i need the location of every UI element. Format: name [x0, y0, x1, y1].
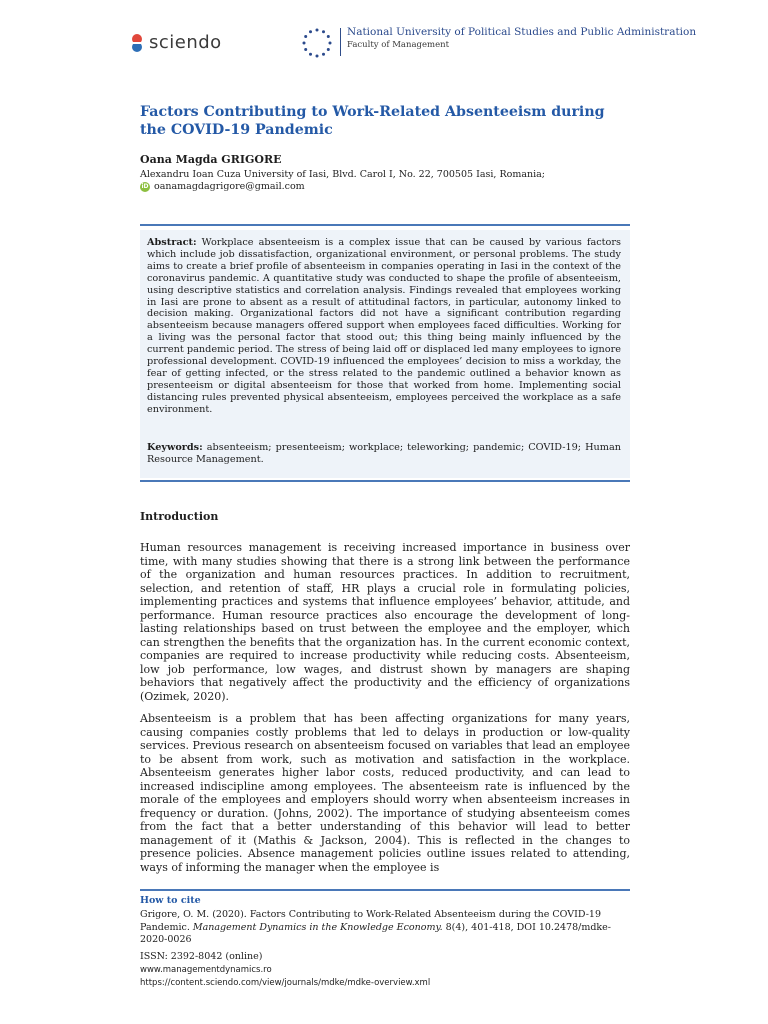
abstract	[147, 237, 621, 416]
sciendo-wordmark: sciendo	[149, 32, 222, 53]
orcid-icon[interactable]: iD	[141, 182, 149, 190]
page-header	[0, 24, 768, 64]
introduction-paragraph-2: Absenteeism is a problem that has been affecting organizations for many years, causing companies costly problems that led to delays in production or low-quality services. Previous research on absenteeism focused on variables that lead an employee to be absent from work, such as motivation and satisfaction in the workplace. Absenteeism generates higher labor costs, reduced productivity, and can lead to increased indiscipline among employees. The absenteeism rate is influenced by the morale of the employees and employers should worry when absenteeism increases in frequency or duration. (Johns, 2002). The importance of studying absenteeism comes from the fact that a better understanding of this behavior will lead to better management of it (Mathis & Jackson, 2004). This is reflected in the changes to presence policies. Absence management policies outline issues related to attending, ways of informing the manager when the employee is	[140, 712, 630, 874]
introduction-paragraph-1: Human resources management is receiving increased importance in business over time, with many studies showing that there is a strong link between the performance of the organization and human resources practices. In addition to recruitment, selection, and retention of staff, HR plays a crucial role in formulating policies, implementing practices and systems that influence employees’ behavior, attitude, and performance. Human resource practices also encourage the development of long-lasting relationships based on trust between the employee and the employer, which can strengthen the benefits that the organization has. In the current economic context, companies are required to increase productivity while reducing costs. Absenteeism, low job performance, low wages, and distrust shown by managers are shaping behaviors that negatively affect the productivity and the efficiency of organizations (Ozimek, 2020).	[140, 541, 630, 703]
citation-volume-doi: 8(4), 401-418, DOI 10.2478/mdke-2020-0026	[140, 921, 612, 945]
sciendo-logo-icon	[130, 33, 144, 53]
sciendo-logo[interactable]	[130, 32, 222, 53]
university-name: National University of Political Studies and Public Administration	[347, 26, 697, 38]
author-email-row	[140, 181, 305, 192]
journal-website-link[interactable]: www.managementdynamics.ro	[140, 965, 272, 975]
faculty-name: Faculty of Management	[347, 40, 449, 50]
author-email[interactable]: oanamagdagrigore@gmail.com	[154, 181, 305, 192]
author-affiliation: Alexandru Ioan Cuza University of Iasi, Blvd. Carol I, No. 22, 700505 Iasi, Romania;	[140, 169, 546, 180]
abstract-top-rule	[140, 224, 630, 226]
journal-overview-link[interactable]: https://content.sciendo.com/view/journals/mdke/mdke-overview.xml	[140, 978, 431, 988]
abstract-text: Workplace absenteeism is a complex issue that can be caused by various factors which include job dissatisfaction, organizational environment, or personal problems. The study aims to create a brief profile of absenteeism in companies operating in Iasi in the context of the coronavirus pandemic. A quantitative study was conducted to shape the profile of absenteeism, using descriptive statistics and correlation analysis. Findings revealed that employees working in Iasi are prone to absent as a result of attitudinal factors, in particular, autonomy linked to decision making. Organizational factors did not have a significant contribution regarding absenteeism because managers offered support when employees faced difficulties. Working for a living was the personal factor that stood out; this thing being mainly influenced by the current pandemic period. The stress of being laid off or displaced led many employees to ignore professional development. COVID-19 influenced the employees’ decision to miss a workday, the fear of getting infected, or the stress related to the pandemic outlined a behavior known as presenteeism or digital absenteeism for those that worked from home. Implementing social distancing rules prevented physical absenteeism, employees perceived the workplace as a safe environment.	[147, 237, 621, 415]
stars-emblem-icon	[300, 26, 334, 60]
citation-journal: Management Dynamics in the Knowledge Economy.	[192, 921, 443, 933]
issn: ISSN: 2392-8042 (online)	[140, 951, 263, 962]
keywords-list: absenteeism; presenteeism; workplace; teleworking; pandemic; COVID-19; Human Resource Management.	[147, 442, 621, 465]
university-logo	[300, 26, 696, 60]
citation-rule	[140, 889, 630, 891]
university-text	[347, 26, 696, 51]
article-title: Factors Contributing to Work-Related Absenteeism during the COVID-19 Pandemic	[140, 104, 605, 138]
abstract-bottom-rule	[140, 480, 630, 482]
keywords	[147, 442, 621, 466]
abstract-label: Abstract:	[147, 237, 197, 248]
logo-divider	[340, 28, 341, 56]
citation-text	[140, 909, 630, 947]
citation-authors-title: Grigore, O. M. (2020). Factors Contributing to Work-Related Absenteeism during the COVID-19 Pandemic.	[140, 909, 602, 933]
author-name: Oana Magda GRIGORE	[140, 153, 282, 166]
keywords-label: Keywords:	[147, 442, 203, 453]
how-to-cite-heading: How to cite	[140, 895, 201, 906]
introduction-heading: Introduction	[140, 510, 219, 523]
